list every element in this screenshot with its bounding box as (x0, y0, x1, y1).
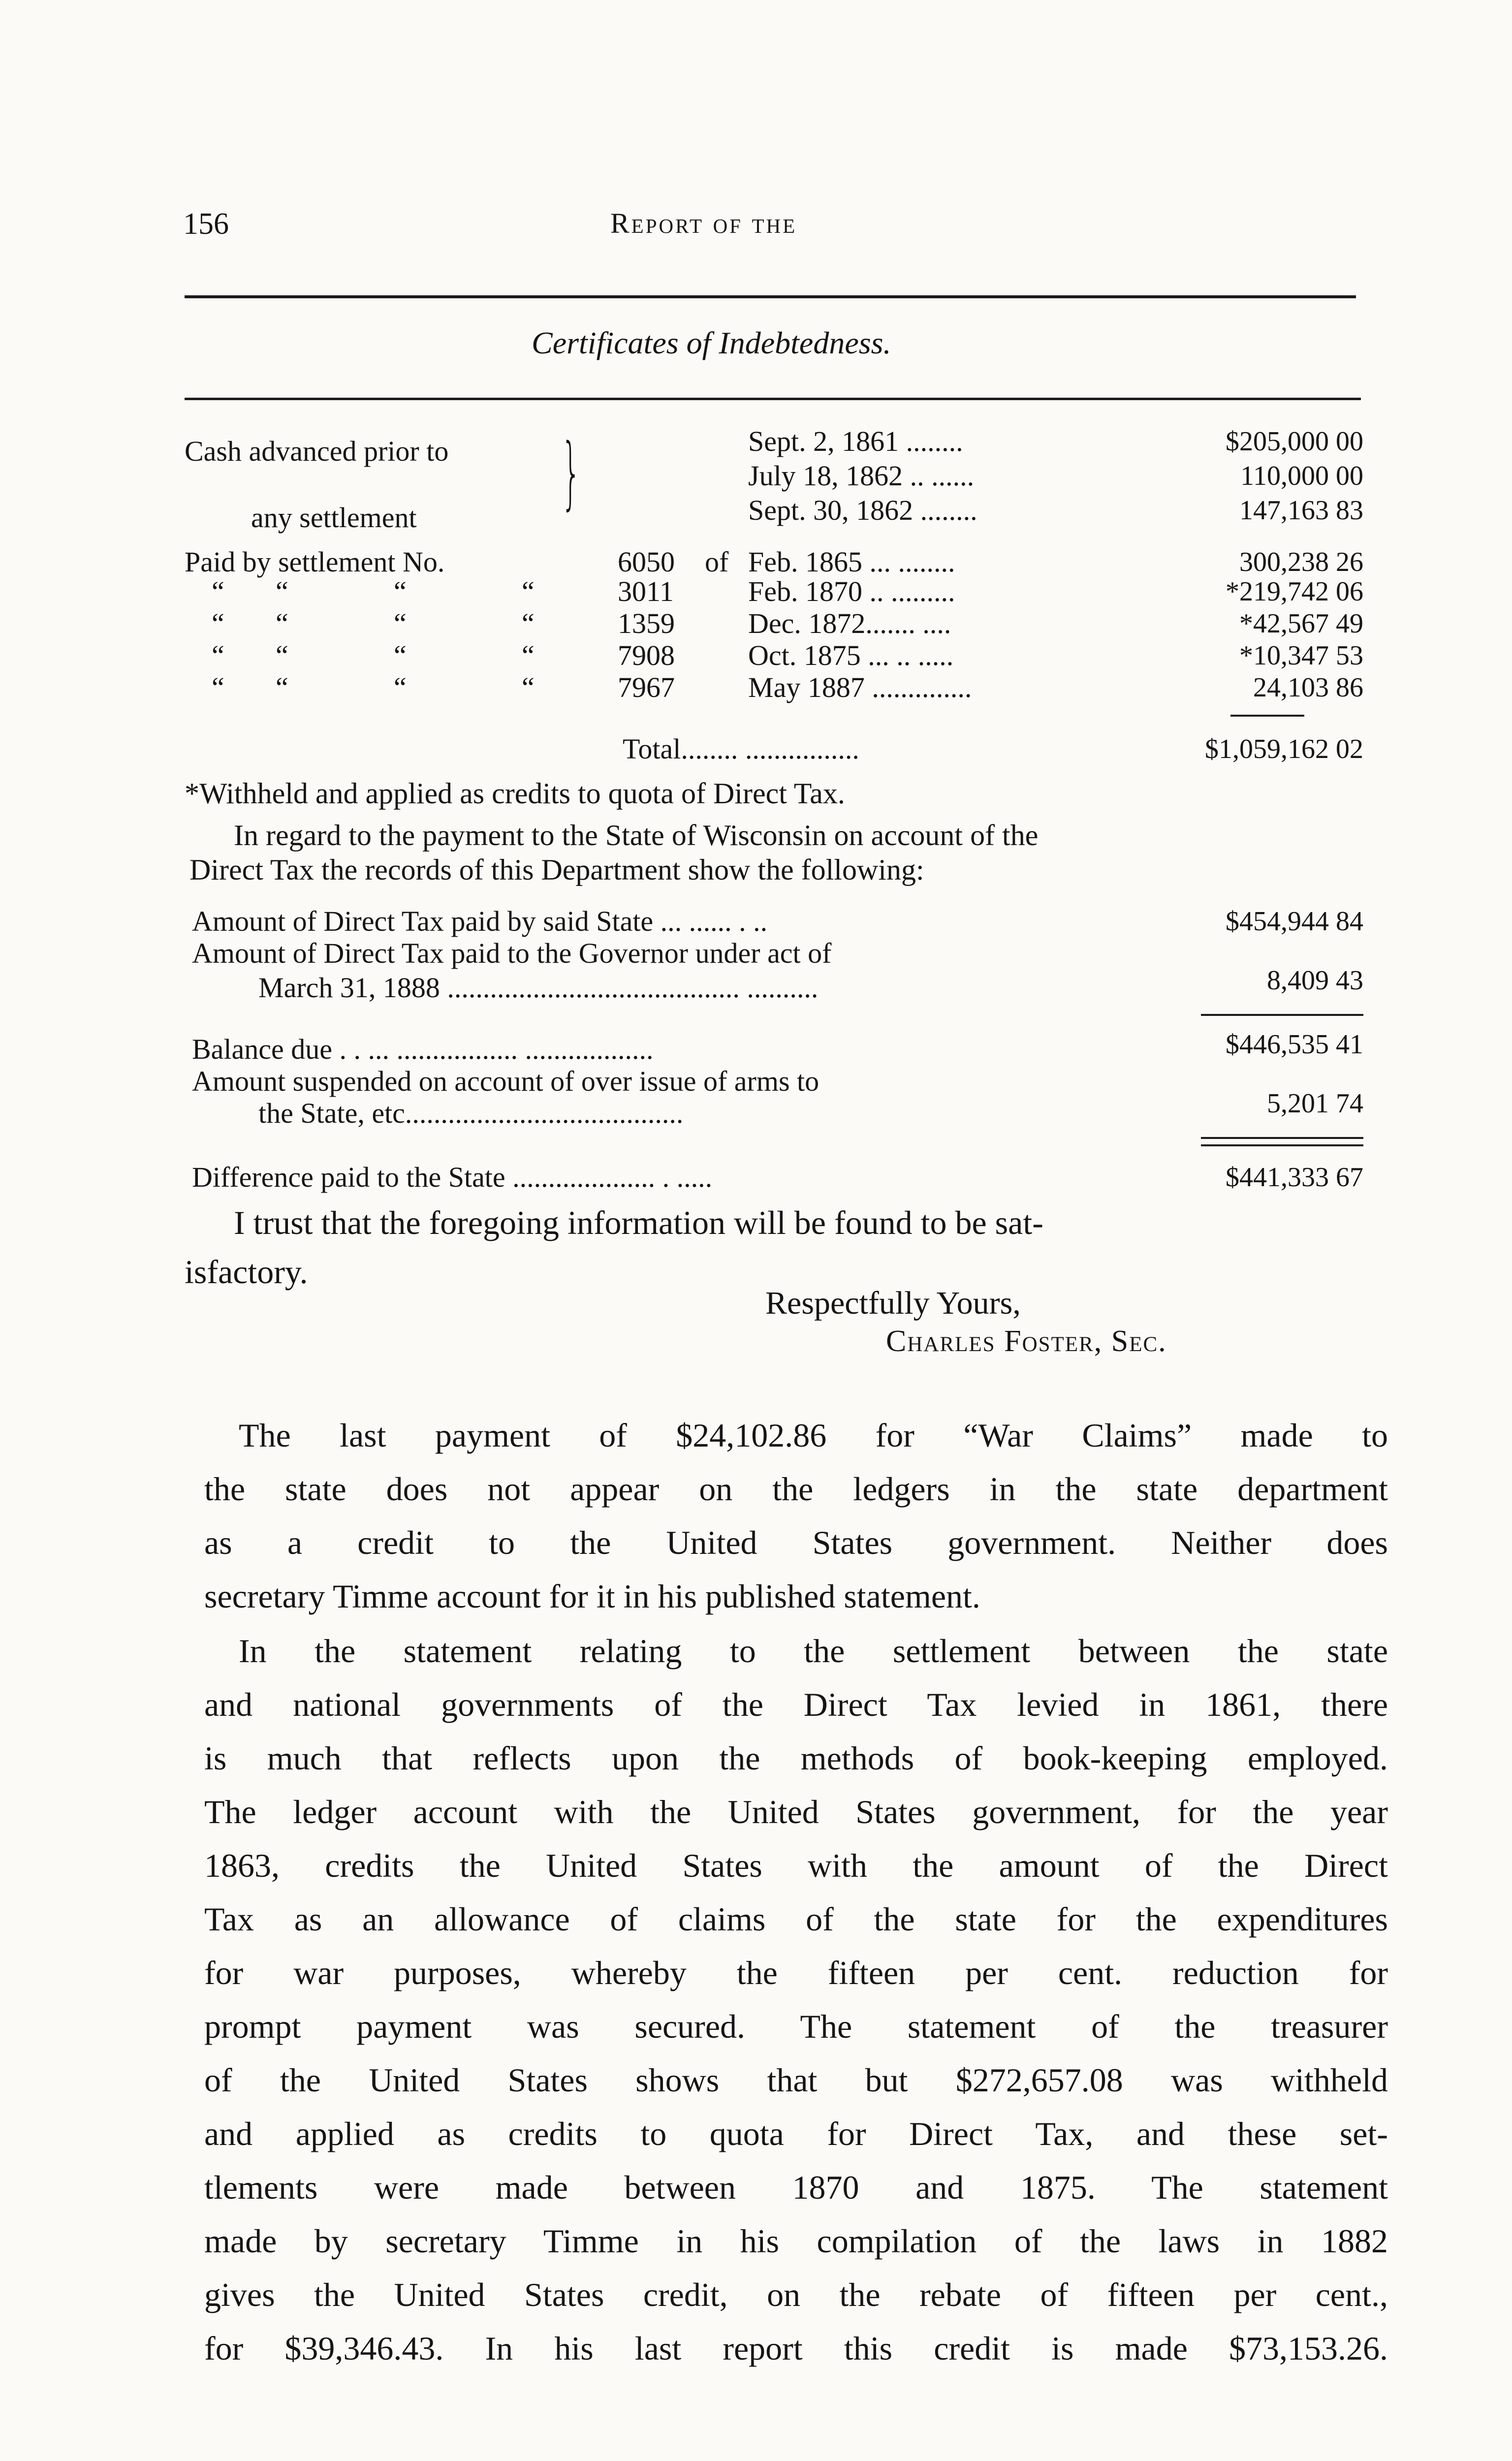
settlement-label: Paid by settlement No. (185, 546, 445, 578)
paragraph-line: 1863, credits the United States with the amount of the Direct (204, 1847, 1388, 1884)
total-rule (1230, 715, 1304, 717)
paragraph-line: secretary Timme account for it in his published statement. (204, 1578, 980, 1615)
paragraph-line: In the statement relating to the settlement between the state (239, 1632, 1388, 1670)
ditto-mark: “ (276, 639, 288, 671)
header-rule (185, 295, 1356, 298)
difference-amount: $441,333 67 (1226, 1162, 1363, 1193)
paragraph-line: Tax as an allowance of claims of the state for the expenditures (204, 1900, 1388, 1938)
settlement-amount-5: 24,103 86 (1253, 672, 1363, 703)
cash-amount-3: 147,163 83 (1239, 495, 1363, 526)
ditto-mark: “ (394, 607, 407, 639)
paragraph-line: is much that reflects upon the methods of book-keeping employed. (204, 1739, 1388, 1777)
settlement-no-1: 6050 (618, 546, 675, 578)
paragraph-line: The ledger account with the United States government, for the year (204, 1793, 1388, 1830)
ditto-mark: “ (522, 607, 535, 639)
settlement-date-3: Dec. 1872....... .... (748, 607, 951, 639)
brace-icon: } (561, 426, 581, 518)
ditto-mark: “ (394, 575, 407, 607)
intro-line-1: In regard to the payment to the State of Wisconsin on account of the (234, 819, 1039, 852)
ditto-mark: “ (212, 575, 224, 607)
total-label: Total........ ................ (623, 733, 859, 765)
balance-label: Balance due . . ... ................. .................. (192, 1033, 654, 1065)
paragraph-line: prompt payment was secured. The statement of the treasurer (204, 2008, 1388, 2045)
summary-rule-1 (1201, 1014, 1363, 1016)
settlement-no-4: 7908 (618, 639, 675, 671)
summary-rule-2 (1201, 1137, 1363, 1139)
settlement-date-4: Oct. 1875 ... .. ..... (748, 639, 954, 671)
difference-label: Difference paid to the State .................... . ..... (192, 1161, 713, 1193)
balance-amount: $446,535 41 (1226, 1029, 1363, 1060)
ditto-mark: “ (276, 575, 288, 607)
cash-date-2: July 18, 1862 .. ...... (748, 460, 975, 492)
paragraph-line: of the United States shows that but $272,657.08 was withheld (204, 2061, 1388, 2099)
suspended-amount: 5,201 74 (1267, 1088, 1363, 1119)
paragraph-line: and national governments of the Direct Tax levied in 1861, there (204, 1686, 1388, 1723)
paid-by-state-label: Amount of Direct Tax paid by said State ... ...... . .. (192, 905, 768, 937)
settlement-amount-3: *42,567 49 (1239, 608, 1363, 639)
paragraph-line: The last payment of $24,102.86 for “War Claims” made to (239, 1417, 1388, 1454)
cash-advanced-label: Cash advanced prior to (185, 435, 449, 467)
cash-amount-2: 110,000 00 (1240, 461, 1363, 491)
body-paragraph-1 (204, 1409, 1388, 1623)
footnote: *Withheld and applied as credits to quota of Direct Tax. (185, 777, 845, 810)
ditto-mark: “ (522, 575, 535, 607)
paragraph-line: made by secretary Timme in his compilation of the laws in 1882 (204, 2222, 1388, 2260)
paragraph-line: gives the United States credit, on the rebate of fifteen per cent., (204, 2276, 1388, 2313)
ditto-mark: “ (276, 671, 288, 703)
table-title: Certificates of Indebtedness. (532, 325, 891, 360)
salutation: Respectfully Yours, (765, 1285, 1021, 1321)
paid-by-state-amount: $454,944 84 (1226, 906, 1363, 937)
paragraph-line: for war purposes, whereby the fifteen per cent. reduction for (204, 1954, 1388, 1991)
ditto-mark: “ (212, 607, 224, 639)
governor-amount: 8,409 43 (1267, 965, 1363, 996)
ditto-mark: “ (276, 607, 288, 639)
ditto-mark: “ (394, 639, 407, 671)
page-number: 156 (183, 207, 229, 241)
settlement-no-5: 7967 (618, 671, 675, 703)
cash-date-3: Sept. 30, 1862 ........ (748, 494, 977, 526)
settlement-amount-4: *10,347 53 (1239, 640, 1363, 671)
settlement-no-3: 1359 (618, 607, 675, 639)
body-paragraph-2 (204, 1624, 1388, 2375)
paragraph-line: and applied as credits to quota for Direct Tax, and these set- (204, 2115, 1388, 2152)
table-top-rule (185, 398, 1361, 400)
settlement-amount-1: 300,238 26 (1239, 547, 1363, 577)
cash-date-1: Sept. 2, 1861 ........ (748, 425, 963, 457)
summary-rule-3 (1201, 1144, 1363, 1146)
total-amount: $1,059,162 02 (1205, 734, 1363, 764)
ditto-mark: “ (394, 671, 407, 703)
settlement-amount-2: *219,742 06 (1226, 576, 1363, 607)
governor-label-2: March 31, 1888 ......................................... .......... (258, 972, 819, 1004)
settlement-date-2: Feb. 1870 .. ......... (748, 575, 955, 607)
suspended-label-2: the State, etc....................................... (258, 1097, 684, 1129)
settlement-date-5: May 1887 .............. (748, 671, 972, 703)
paragraph-line: for $39,346.43. In his last report this credit is made $73,153.26. (204, 2330, 1388, 2367)
settlement-of-word: of (705, 546, 729, 578)
ditto-mark: “ (212, 671, 224, 703)
governor-label-1: Amount of Direct Tax paid to the Governor under act of (192, 937, 832, 969)
running-title: Report of the (610, 207, 797, 239)
cash-amount-1: $205,000 00 (1226, 426, 1363, 457)
settlement-no-2: 3011 (618, 575, 674, 607)
ditto-mark: “ (522, 671, 535, 703)
ditto-mark: “ (522, 639, 535, 671)
closing-line-2: isfactory. (185, 1253, 308, 1291)
suspended-label-1: Amount suspended on account of over issue of arms to (192, 1065, 819, 1097)
signature: Charles Foster, Sec. (886, 1325, 1167, 1358)
ditto-mark: “ (212, 639, 224, 671)
any-settlement-label: any settlement (251, 502, 417, 534)
intro-line-2: Direct Tax the records of this Department show the following: (189, 853, 924, 886)
paragraph-line: tlements were made between 1870 and 1875. The statement (204, 2169, 1388, 2206)
settlement-date-1: Feb. 1865 ... ........ (748, 546, 955, 578)
paragraph-line: as a credit to the United States government. Neither does (204, 1524, 1388, 1561)
paragraph-line: the state does not appear on the ledgers in the state department (204, 1470, 1388, 1508)
closing-line-1: I trust that the foregoing information will be found to be sat- (234, 1204, 1043, 1241)
